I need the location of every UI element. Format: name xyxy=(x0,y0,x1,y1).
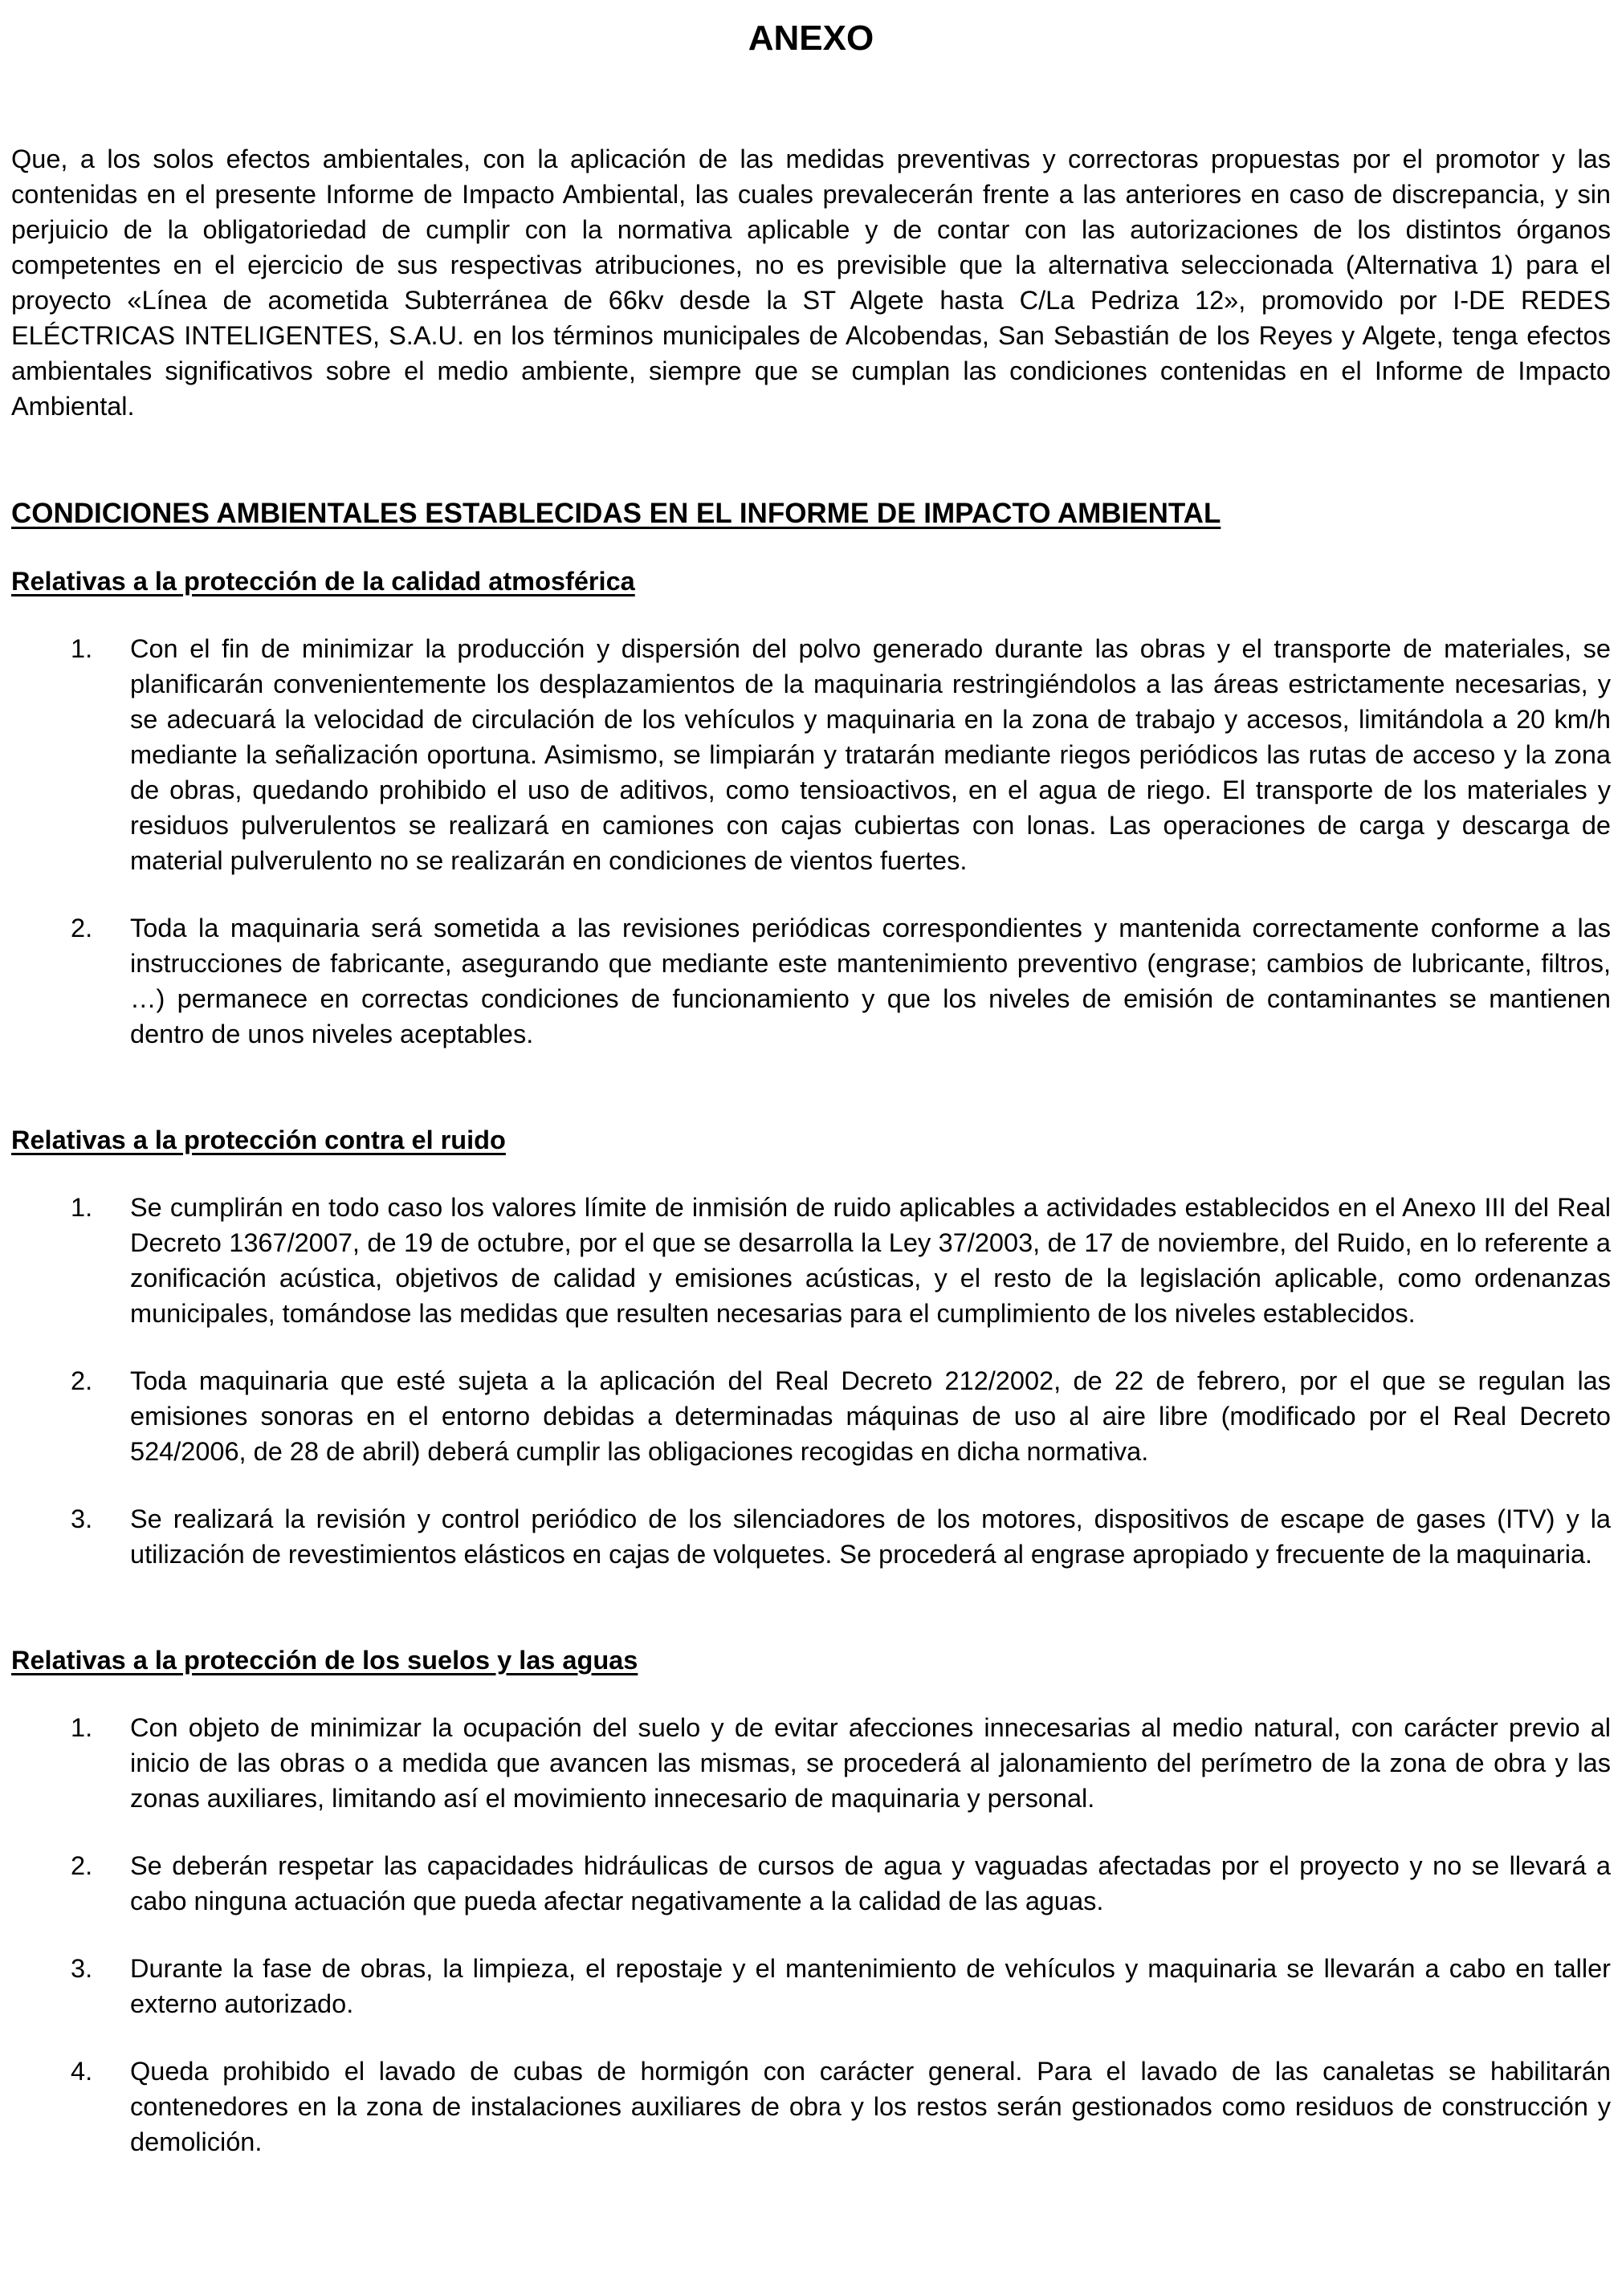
item-number: 3. xyxy=(71,1954,93,1983)
page-title: ANEXO xyxy=(748,18,874,58)
item-number: 1. xyxy=(71,1193,93,1222)
section-title: CONDICIONES AMBIENTALES ESTABLECIDAS EN EL INFORME DE IMPACTO AMBIENTAL xyxy=(11,498,1221,529)
item-text: Se realizará la revisión y control periódico de los silenciadores de los motores, dispositivos de escape de gases (ITV) y la utilización de revestimientos elásticos en cajas de volquetes. Se procederá al engrase apropiado y frecuente de la maquinaria. xyxy=(130,1504,1611,1569)
item-number: 4. xyxy=(71,2057,93,2086)
list-item xyxy=(11,1951,1611,2021)
item-number: 2. xyxy=(71,914,93,942)
item-text: Con el fin de minimizar la producción y dispersión del polvo generado durante las obras y el transporte de materiales, se planificarán convenientemente los desplazamientos de la maquinaria restringiéndolos a las áreas estrictamente necesarias, y se adecuará la velocidad de circulación de los vehículos y maquinaria en la zona de trabajo y accesos, limitándola a 20 km/h mediante la señalización oportuna. Asimismo, se limpiarán y tratarán mediante riegos periódicos las rutas de acceso y la zona de obras, quedando prohibido el uso de aditivos, como tensioactivos, en el agua de riego. El transporte de los materiales y residuos pulverulentos se realizará en camiones con cajas cubiertas con lonas. Las operaciones de carga y descarga de material pulverulento no se realizarán en condiciones de vientos fuertes. xyxy=(130,634,1611,875)
list-item xyxy=(11,631,1611,878)
item-number: 2. xyxy=(71,1851,93,1880)
conditions-list xyxy=(11,1710,1611,2160)
conditions-list xyxy=(11,631,1611,1052)
subsection-heading: Relativas a la protección de la calidad atmosférica xyxy=(11,567,635,596)
item-number: 1. xyxy=(71,634,93,663)
list-item xyxy=(11,2054,1611,2160)
subsection-atmospheric-quality xyxy=(11,564,1611,1052)
item-text: Se deberán respetar las capacidades hidráulicas de cursos de agua y vaguadas afectadas por el proyecto y no se llevará a cabo ninguna actuación que pueda afectar negativamente a la calidad de las aguas. xyxy=(130,1851,1611,1915)
subsection-soil-water xyxy=(11,1643,1611,2160)
list-item xyxy=(11,910,1611,1052)
item-text: Toda maquinaria que esté sujeta a la aplicación del Real Decreto 212/2002, de 22 de febrero, por el que se regulan las emisiones sonoras en el entorno debidas a determinadas máquinas de uso al aire libre (modificado por el Real Decreto 524/2006, de 28 de abril) deberá cumplir las obligaciones recogidas en dicha normativa. xyxy=(130,1366,1611,1466)
item-number: 2. xyxy=(71,1366,93,1395)
item-number: 3. xyxy=(71,1504,93,1533)
subsection-heading: Relativas a la protección de los suelos y las aguas xyxy=(11,1646,638,1675)
item-text: Se cumplirán en todo caso los valores límite de inmisión de ruido aplicables a actividades establecidos en el Anexo III del Real Decreto 1367/2007, de 19 de octubre, por el que se desarrolla la Ley 37/2003, de 17 de noviembre, del Ruido, en lo referente a zonificación acústica, objetivos de calidad y emisiones acústicas, y el resto de la legislación aplicable, como ordenanzas municipales, tomándose las medidas que resulten necesarias para el cumplimiento de los niveles establecidos. xyxy=(130,1193,1611,1328)
item-text: Toda la maquinaria será sometida a las revisiones periódicas correspondientes y mantenida correctamente conforme a las instrucciones de fabricante, asegurando que mediante este mantenimiento preventivo (engrase; cambios de lubricante, filtros, …) permanece en correctas condiciones de funcionamiento y que los niveles de emisión de contaminantes se mantienen dentro de unos niveles aceptables. xyxy=(130,914,1611,1048)
intro-paragraph: Que, a los solos efectos ambientales, con la aplicación de las medidas preventivas y correctoras propuestas por el promotor y las contenidas en el presente Informe de Impacto Ambiental, las cuales prevalecerán frente a las anteriores en caso de discrepancia, y sin perjuicio de la obligatoriedad de cumplir con la normativa aplicable y de contar con las autorizaciones de los distintos órganos competentes en el ejercicio de sus respectivas atribuciones, no es previsible que la alternativa seleccionada (Alternativa 1) para el proyecto «Línea de acometida Subterránea de 66kv desde la ST Algete hasta C/La Pedriza 12», promovido por I-DE REDES ELÉCTRICAS INTELIGENTES, S.A.U. en los términos municipales de Alcobendas, San Sebastián de los Reyes y Algete, tenga efectos ambientales significativos sobre el medio ambiente, siempre que se cumplan las condiciones contenidas en el Informe de Impacto Ambiental. xyxy=(11,145,1611,421)
item-number: 1. xyxy=(71,1713,93,1742)
list-item xyxy=(11,1501,1611,1572)
conditions-list xyxy=(11,1190,1611,1572)
list-item xyxy=(11,1190,1611,1331)
list-item xyxy=(11,1363,1611,1469)
subsection-heading: Relativas a la protección contra el ruido xyxy=(11,1126,506,1154)
item-text: Con objeto de minimizar la ocupación del suelo y de evitar afecciones innecesarias al medio natural, con carácter previo al inicio de las obras o a medida que avancen las mismas, se procederá al jalonamiento del perímetro de la zona de obra y las zonas auxiliares, limitando así el movimiento innecesario de maquinaria y personal. xyxy=(130,1713,1611,1813)
subsection-noise xyxy=(11,1122,1611,1572)
item-text: Queda prohibido el lavado de cubas de hormigón con carácter general. Para el lavado de las canaletas se habilitarán contenedores en la zona de instalaciones auxiliares de obra y los restos serán gestionados como residuos de construcción y demolición. xyxy=(130,2057,1611,2156)
document-page xyxy=(11,0,1611,2160)
list-item xyxy=(11,1710,1611,1816)
list-item xyxy=(11,1848,1611,1919)
item-text: Durante la fase de obras, la limpieza, el repostaje y el mantenimiento de vehículos y maquinaria se llevarán a cabo en taller externo autorizado. xyxy=(130,1954,1611,2018)
